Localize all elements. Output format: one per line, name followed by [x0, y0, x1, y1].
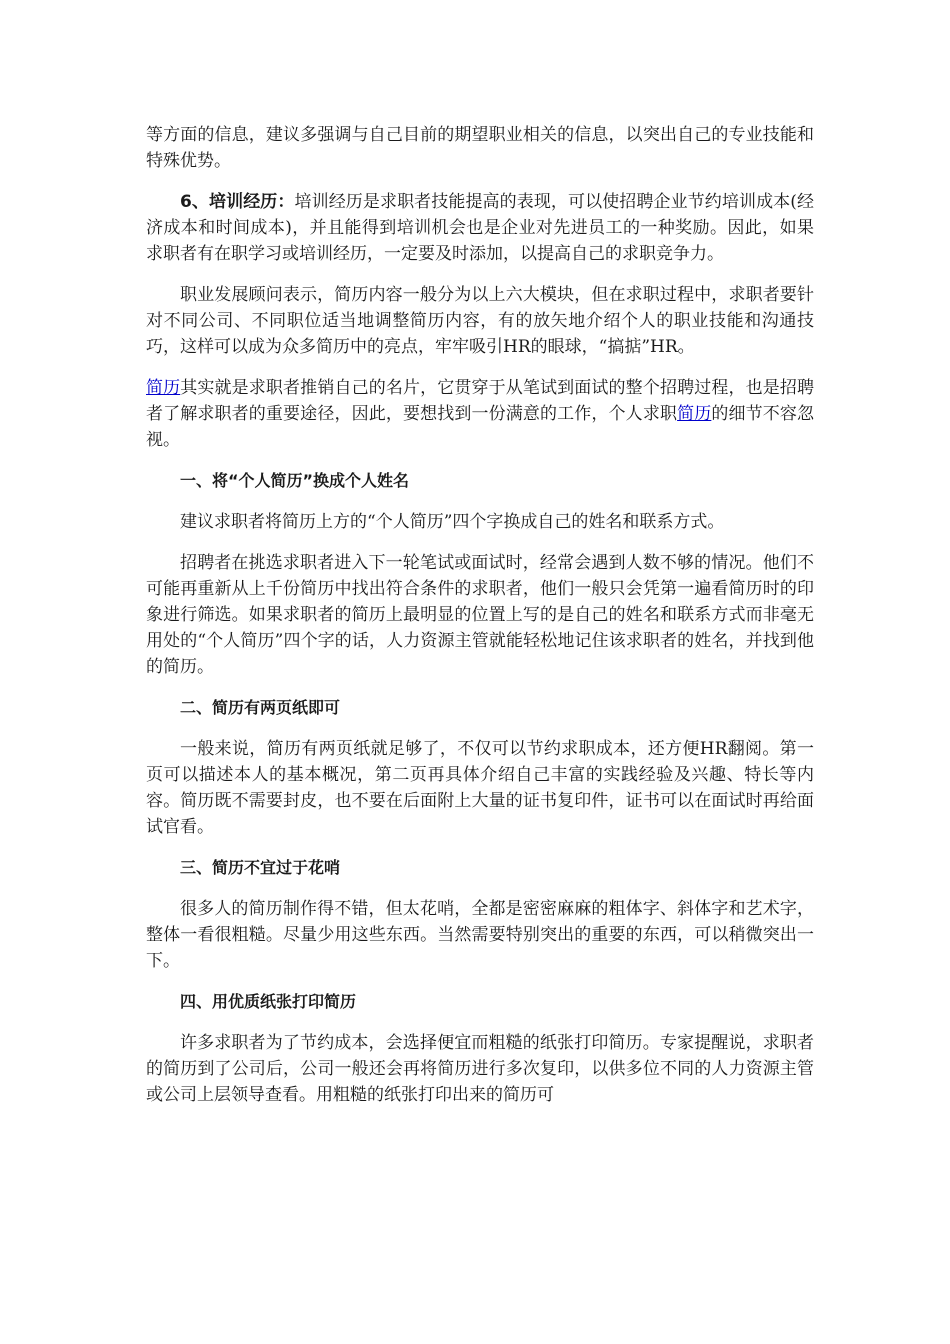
- section-heading-4: 四、用优质纸张打印简历: [180, 992, 357, 1011]
- resume-intro-text-1: 其实就是求职者推销自己的名片，它贯穿于从笔试到面试的整个招聘过程，也是招聘者了解求职者的重要途径，因此，要想找到一份满意的工作，个人求职: [146, 378, 815, 424]
- paragraph-training: [146, 189, 814, 267]
- paragraph-recruiter: 招聘者在挑选求职者进入下一轮笔试或面试时，经常会遇到人数不够的情况。他们不可能再重新从上千份简历中找出符合条件的求职者，他们一般只会凭第一遍看简历时的印象进行筛选。如果求职者的简历上最明显的位置上写的是自己的姓名和联系方式而非毫无用处的“个人简历”四个字的话，人力资源主管就能轻松地记住该求职者的姓名，并找到他的简历。: [146, 553, 814, 677]
- document-body: [146, 122, 814, 1108]
- paragraph-quality-paper: 许多求职者为了节约成本，会选择便宜而粗糙的纸张打印简历。专家提醒说，求职者的简历到了公司后，公司一般还会再将简历进行多次复印，以供多位不同的人力资源主管或公司上层领导查看。用粗糙的纸张打印出来的简历可: [146, 1033, 814, 1105]
- paragraph-not-fancy: 很多人的简历制作得不错，但太花哨，全都是密密麻麻的粗体字、斜体字和艺术字，整体一看很粗糙。尽量少用这些东西。当然需要特别突出的重要的东西，可以稍微突出一下。: [146, 899, 814, 971]
- paragraph-advisor: 职业发展顾问表示，简历内容一般分为以上六大模块，但在求职过程中，求职者要针对不同公司、不同职位适当地调整简历内容，有的放矢地介绍个人的职业技能和沟通技巧，这样可以成为众多简历中的亮点，牢牢吸引HR的眼球，“搞掂”HR。: [146, 285, 814, 357]
- paragraph-two-pages: 一般来说，简历有两页纸就足够了，不仅可以节约求职成本，还方便HR翻阅。第一页可以描述本人的基本概况，第二页再具体介绍自己丰富的实践经验及兴趣、特长等内容。简历既不需要封皮，也不要在后面附上大量的证书复印件，证书可以在面试时再给面试官看。: [146, 739, 814, 837]
- training-label: 6、培训经历：: [180, 192, 295, 212]
- section-heading-2: 二、简历有两页纸即可: [180, 698, 341, 717]
- section-heading-3: 三、简历不宜过于花哨: [180, 858, 341, 877]
- paragraph-continuation: 等方面的信息，建议多强调与自己目前的期望职业相关的信息，以突出自己的专业技能和特殊优势。: [146, 125, 814, 171]
- resume-link[interactable]: 简历: [146, 378, 181, 398]
- resume-link-2[interactable]: 简历: [677, 404, 712, 424]
- section-heading-1: 一、将“个人简历”换成个人姓名: [180, 471, 410, 490]
- training-text: 培训经历是求职者技能提高的表现，可以使招聘企业节约培训成本(经济成本和时间成本)，并且能得到培训机会也是企业对先进员工的一种奖励。因此，如果求职者有在职学习或培训经历，一定要及时添加，以提高自己的求职竞争力。: [146, 192, 814, 264]
- resume-intro-text-2: 的细节不容忽视。: [146, 404, 815, 450]
- paragraph-name-suggestion: 建议求职者将简历上方的“个人简历”四个字换成自己的姓名和联系方式。: [180, 512, 725, 532]
- paragraph-resume-intro: [146, 375, 814, 453]
